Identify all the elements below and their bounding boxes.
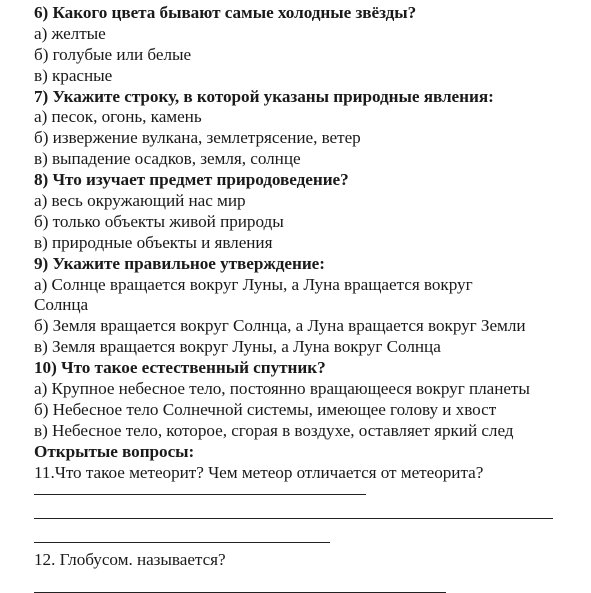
question-6-option-a: а) желтые	[34, 23, 106, 43]
question-8-option-a: а) весь окружающий нас мир	[34, 191, 246, 211]
question-10: 10) Что такое естественный спутник?	[34, 358, 326, 378]
answer-line-2	[34, 518, 553, 519]
question-7-option-b: б) извержение вулкана, землетрясение, ветер	[34, 128, 361, 148]
question-10-option-b: б) Небесное тело Солнечной системы, имеющее голову и хвост	[34, 399, 497, 419]
question-7: 7) Укажите строку, в которой указаны природные явления:	[34, 86, 494, 106]
question-6: 6) Какого цвета бывают самые холодные звёзды?	[34, 3, 417, 22]
question-9-option-c: в) Земля вращается вокруг Луны, а Луна вокруг Солнца	[34, 337, 441, 357]
question-7-option-c: в) выпадение осадков, земля, солнце	[34, 149, 301, 169]
question-9: 9) Укажите правильное утверждение:	[34, 253, 325, 273]
question-8-option-c: в) природные объекты и явления	[34, 232, 273, 252]
question-10-option-a: а) Крупное небесное тело, постоянно вращающееся вокруг планеты	[34, 379, 530, 399]
question-6-option-c: в) красные	[34, 65, 113, 85]
question-8-option-b: б) только объекты живой природы	[34, 211, 284, 231]
question-9-option-b: б) Земля вращается вокруг Солнца, а Луна вращается вокруг Земли	[34, 316, 526, 336]
question-11: 11.Что такое метеорит? Чем метеор отличается от метеорита?	[34, 462, 484, 482]
question-9-option-a: а) Солнце вращается вокруг Луны, а Луна вращается вокруг	[34, 274, 473, 294]
answer-line-1	[34, 494, 366, 495]
question-6-option-b: б) голубые или белые	[34, 44, 192, 64]
open-questions-heading: Открытые вопросы:	[34, 441, 195, 461]
question-9-option-a-continued: Солнца	[34, 295, 89, 315]
question-7-option-a: а) песок, огонь, камень	[34, 107, 202, 127]
question-10-option-c: в) Небесное тело, которое, сгорая в воздухе, оставляет яркий след	[34, 420, 514, 440]
question-12: 12. Глобусом. называется?	[34, 550, 226, 570]
answer-line-3	[34, 542, 330, 543]
question-8: 8) Что изучает предмет природоведение?	[34, 170, 349, 190]
